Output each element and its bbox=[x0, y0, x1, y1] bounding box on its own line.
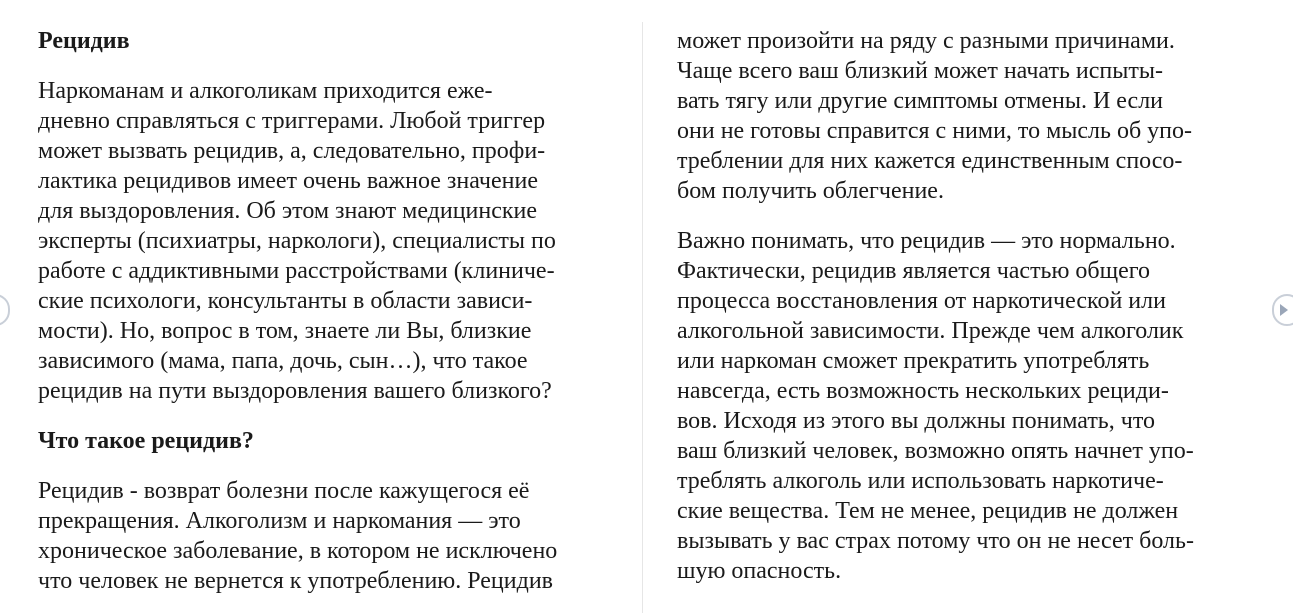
text-line: они не готовы справится с ними, то мысль об упо- bbox=[677, 118, 1193, 144]
text-line: треблять алкоголь или использовать наркотиче- bbox=[677, 468, 1164, 494]
text-line: Наркоманам и алкоголикам приходится еже- bbox=[38, 78, 493, 104]
text-line: вызывать у вас страх потому что он не несет боль- bbox=[677, 528, 1194, 554]
text-line: зависимого (мама, папа, дочь, сын…), что такое bbox=[38, 348, 528, 374]
text-line: бом получить облегчение. bbox=[677, 178, 944, 204]
text-line: алкогольной зависимости. Прежде чем алкоголик bbox=[677, 318, 1184, 344]
text-line: процесса восстановления от наркотической или bbox=[677, 288, 1166, 314]
text-line: Чаще всего ваш близкий может начать испыты- bbox=[677, 58, 1163, 84]
text-line: шую опасность. bbox=[677, 558, 842, 584]
text-line: что человек не вернется к употреблению. Рецидив bbox=[38, 568, 553, 594]
text-line: может произойти на ряду с разными причинами. bbox=[677, 28, 1175, 54]
right-page-column bbox=[677, 26, 1257, 606]
text-line: эксперты (психиатры, наркологи), специалисты по bbox=[38, 228, 556, 254]
previous-page-button[interactable] bbox=[0, 294, 10, 326]
text-line: навсегда, есть возможность нескольких рециди- bbox=[677, 378, 1169, 404]
text-line: ские психологи, консультанты в области зависи- bbox=[38, 288, 533, 314]
text-line: может вызвать рецидив, а, следовательно, профи- bbox=[38, 138, 546, 164]
text-line: прекращения. Алкоголизм и наркомания — это bbox=[38, 508, 521, 534]
section-heading-relapse: Рецидив bbox=[38, 28, 130, 54]
paragraph-causes bbox=[677, 26, 1257, 206]
text-line: или наркоман сможет прекратить употреблять bbox=[677, 348, 1150, 374]
text-line: ваш близкий человек, возможно опять начнет упо- bbox=[677, 438, 1194, 464]
text-line: вов. Исходя из этого вы должны понимать, что bbox=[677, 408, 1155, 434]
paragraph-definition bbox=[38, 476, 618, 596]
chevron-right-icon bbox=[1280, 304, 1288, 316]
text-line: работе с аддиктивными расстройствами (клиниче- bbox=[38, 258, 555, 284]
text-line: хроническое заболевание, в котором не исключено bbox=[38, 538, 558, 564]
left-page-column bbox=[38, 26, 618, 613]
text-line: лактика рецидивов имеет очень важное значение bbox=[38, 168, 538, 194]
paragraph-triggers bbox=[38, 76, 618, 406]
text-line: Важно понимать, что рецидив — это нормально. bbox=[677, 228, 1176, 254]
text-line: рецидив на пути выздоровления вашего близкого? bbox=[38, 378, 552, 404]
section-heading-what-is-relapse: Что такое рецидив? bbox=[38, 428, 254, 454]
page-divider bbox=[642, 22, 643, 613]
text-line: мости). Но, вопрос в том, знаете ли Вы, близкие bbox=[38, 318, 532, 344]
text-line: дневно справляться с триггерами. Любой триггер bbox=[38, 108, 546, 134]
text-line: для выздоровления. Об этом знают медицинские bbox=[38, 198, 538, 224]
paragraph-normal-process bbox=[677, 226, 1257, 586]
text-line: треблении для них кажется единственным спосо- bbox=[677, 148, 1183, 174]
next-page-button[interactable] bbox=[1272, 294, 1293, 326]
text-line: Фактически, рецидив является частью общего bbox=[677, 258, 1151, 284]
text-line: вать тягу или другие симптомы отмены. И если bbox=[677, 88, 1164, 114]
text-line: Рецидив - возврат болезни после кажущегося её bbox=[38, 478, 530, 504]
text-line: ские вещества. Тем не менее, рецидив не должен bbox=[677, 498, 1179, 524]
